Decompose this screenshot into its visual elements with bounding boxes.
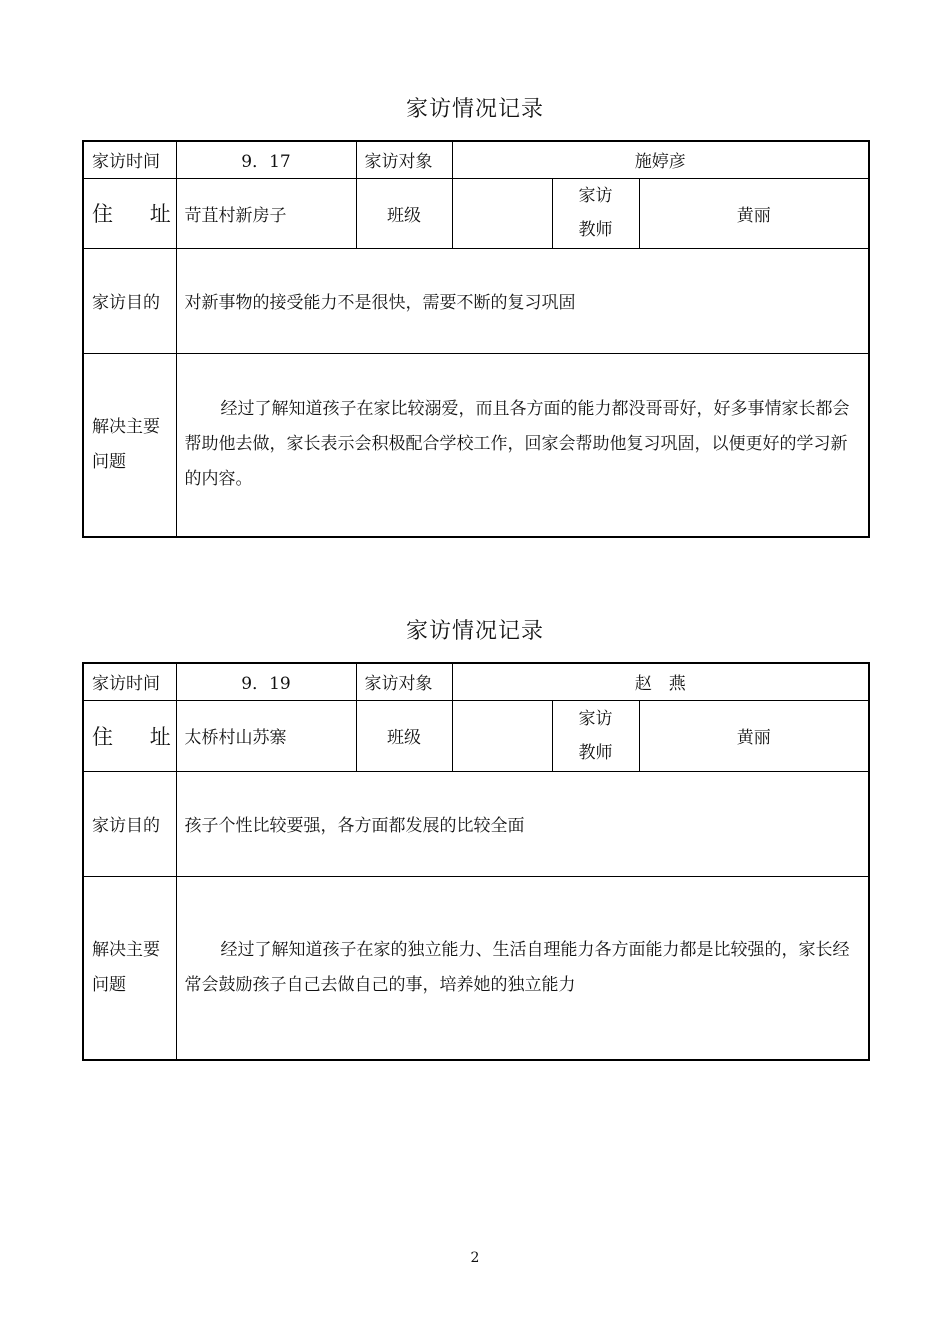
issue-label: [83, 876, 176, 1060]
page-number: 2: [470, 1250, 480, 1266]
purpose-label: 家访目的: [83, 248, 176, 353]
teacher-label-line1: 家访: [578, 186, 613, 206]
teacher-label: [552, 700, 639, 771]
record-table: [82, 662, 870, 1061]
record-title: 家访情况记录: [405, 619, 544, 644]
row-issue: [83, 353, 869, 537]
issue-label: [83, 353, 176, 537]
row-purpose: [83, 771, 869, 876]
visit-time-value: 9．19: [176, 663, 356, 700]
visit-time-label: 家访时间: [83, 663, 176, 700]
issue-label-line1: 解决主要: [92, 416, 160, 437]
row-purpose: [83, 248, 869, 353]
visit-target-label: 家访对象: [356, 663, 452, 700]
row-address: [83, 700, 869, 771]
row-address: [83, 178, 869, 248]
visit-target-label: 家访对象: [356, 141, 452, 178]
visit-target-value: 赵 燕: [452, 663, 869, 700]
address-value: 苛苴村新房子: [176, 178, 356, 248]
teacher-label: [552, 178, 639, 248]
purpose-label: 家访目的: [83, 771, 176, 876]
row-issue: [83, 876, 869, 1060]
visit-time-value: 9．17: [176, 141, 356, 178]
address-value: 太桥村山苏寨: [176, 700, 356, 771]
address-label: 住 址: [83, 178, 176, 248]
issue-label-line2: 问题: [92, 974, 126, 995]
teacher-value: 黄丽: [639, 178, 869, 248]
purpose-value: 对新事物的接受能力不是很快，需要不断的复习巩固: [176, 248, 869, 353]
teacher-label-line2: 教师: [578, 220, 613, 240]
issue-value: 经过了解知道孩子在家比较溺爱，而且各方面的能力都没哥哥好，好多事情家长都会帮助他去做，家长表示会积极配合学校工作，回家会帮助他复习巩固，以便更好的学习新的内容。: [184, 399, 850, 490]
record-title: 家访情况记录: [405, 97, 544, 122]
issue-cell: [176, 353, 869, 537]
class-label: 班级: [356, 178, 452, 248]
visit-target-value: 施婷彦: [452, 141, 869, 178]
record-table: [82, 140, 870, 538]
class-label: 班级: [356, 700, 452, 771]
issue-label-line1: 解决主要: [92, 939, 160, 960]
home-visit-record-2: [82, 614, 868, 1061]
teacher-label-line2: 教师: [578, 742, 613, 763]
address-label: 住 址: [83, 700, 176, 771]
purpose-value: 孩子个性比较要强，各方面都发展的比较全面: [176, 771, 869, 876]
teacher-label-line1: 家访: [578, 708, 613, 729]
row-visit-time: [83, 141, 869, 178]
class-value: [452, 178, 552, 248]
row-visit-time: [83, 663, 869, 700]
issue-label-line2: 问题: [92, 451, 126, 472]
issue-value: 经过了解知道孩子在家的独立能力、生活自理能力各方面能力都是比较强的，家长经常会鼓励孩子自己去做自己的事，培养她的独立能力: [184, 939, 850, 995]
issue-cell: [176, 876, 869, 1060]
teacher-value: 黄丽: [639, 700, 869, 771]
home-visit-record-1: [82, 92, 868, 538]
class-value: [452, 700, 552, 771]
visit-time-label: 家访时间: [83, 141, 176, 178]
